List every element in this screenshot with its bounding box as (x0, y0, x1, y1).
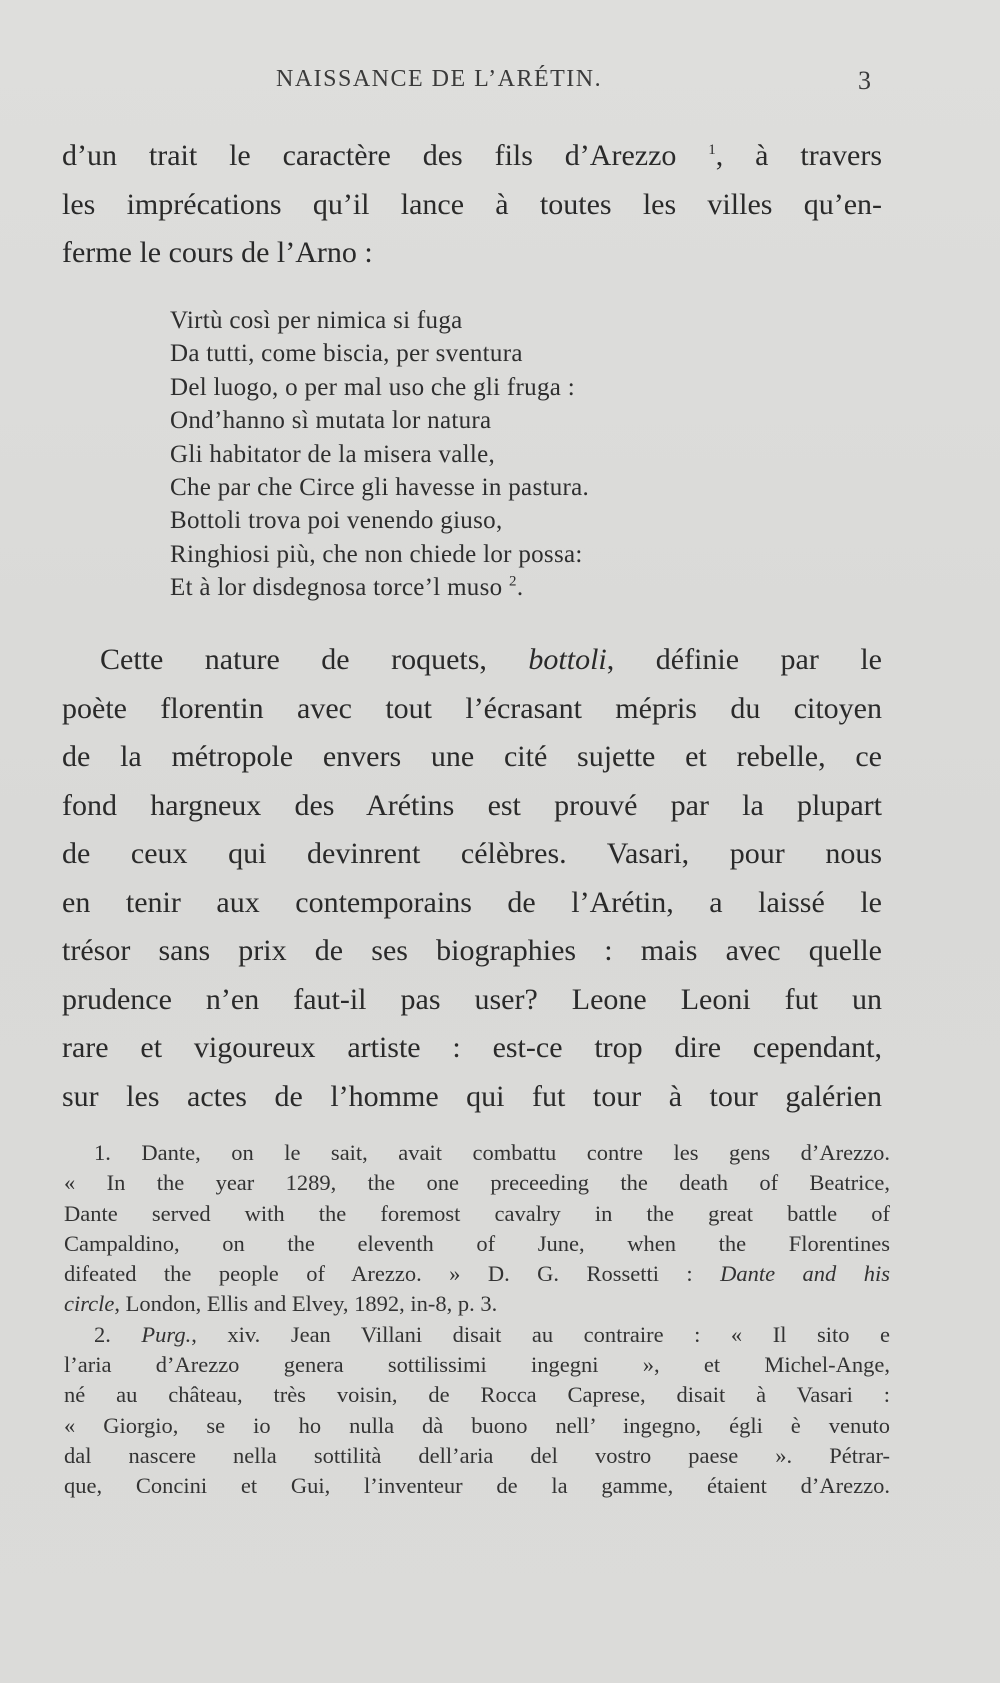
verse-line: Virtù così per nimica si fuga (170, 307, 463, 334)
italic-term: bottoli (528, 643, 607, 676)
page-number: 3 (858, 66, 871, 95)
verse-line: Ringhiosi più, che non chiede lor possa: (170, 540, 583, 568)
footnote-line: dal nascere nella sottilità dell’aria del vostro paese ». Pétrar- (64, 1442, 890, 1468)
footnote-line: Dante served with the foremost cavalry in the great battle of (64, 1200, 890, 1226)
footnote-line: « Giorgio, se io ho nulla dà buono nell’ ingegno, égli è venuto (64, 1412, 890, 1438)
paragraph-intro (62, 132, 882, 278)
footnote-line: l’aria d’Arezzo genera sottilissimi ingegni », et Michel-Ange, (64, 1352, 890, 1378)
verse-line: Ond’hanno sì mutata lor natura (170, 407, 492, 435)
text-line: de ceux qui devinrent célèbres. Vasari, pour nous (62, 837, 882, 870)
text-line: Cette nature de roquets, bottoli, définie par le (100, 643, 882, 676)
footnote-line: que, Concini et Gui, l’inventeur de la gamme, étaient d’Arezzo. (64, 1473, 890, 1499)
footnote-line: 1. Dante, on le sait, avait combattu contre les gens d’Arezzo. (94, 1140, 890, 1165)
text-line: rare et vigoureux artiste : est-ce trop dire cependant, (62, 1031, 882, 1064)
footnote-line: Campaldino, on the eleventh of June, when the Florentines (64, 1230, 890, 1256)
text-line: les imprécations qu’il lance à toutes les villes qu’en- (62, 187, 882, 221)
footnote-line: circle, London, Ellis and Elvey, 1892, in-8, p. 3. (64, 1291, 498, 1317)
running-title: NAISSANCE DE L’ARÉTIN. (276, 66, 603, 92)
footnote-line: « In the year 1289, the one preceeding the death of Beatrice, (64, 1170, 890, 1196)
footnote-line: difeated the people of Arezzo. » D. G. Rossetti : Dante and his (64, 1261, 890, 1287)
text-line: ferme le cours de l’Arno : (62, 236, 373, 269)
verse-line: Che par che Circe gli havesse in pastura. (170, 474, 590, 502)
verse-line: Da tutti, come biscia, per sventura (170, 340, 523, 368)
text-line: d’un trait le caractère des fils d’Arezzo $^1$, à travers (62, 139, 883, 172)
verse-line: Gli habitator de la misera valle, (170, 440, 496, 468)
footnote-ref: 2 (509, 573, 517, 590)
text-line: trésor sans prix de ses biographies : mais avec quelle (62, 934, 882, 967)
text-line: sur les actes de l’homme qui fut tour à tour galérien (62, 1079, 882, 1113)
text-line: de la métropole envers une cité sujette et rebelle, ce (62, 740, 882, 773)
text-line: en tenir aux contemporains de l’Arétin, a laissé le (62, 885, 882, 919)
footnote-line: 2. Purg., xiv. Jean Villani disait au contraire : « Il sito e (94, 1321, 890, 1347)
footnotes (64, 1138, 890, 1502)
paragraph-main (62, 636, 882, 1121)
verse-line: Et à lor disdegnosa torce’l muso $^2$. (170, 573, 524, 602)
verse-line: Bottoli trova poi venendo giuso, (170, 507, 503, 535)
text-line: prudence n’en faut-il pas user? Leone Leoni fut un (62, 982, 882, 1016)
text-line: poète florentin avec tout l’écrasant mépris du citoyen (62, 691, 882, 725)
footnote-line: né au château, très voisin, de Rocca Caprese, disait à Vasari : (64, 1382, 890, 1408)
verse-line: Del luogo, o per mal uso che gli fruga : (170, 373, 575, 401)
text-line: fond hargneux des Arétins est prouvé par la plupart (62, 788, 882, 822)
verse-quotation (170, 304, 589, 605)
page-header (0, 66, 1000, 106)
footnote-ref: 1 (708, 142, 716, 158)
